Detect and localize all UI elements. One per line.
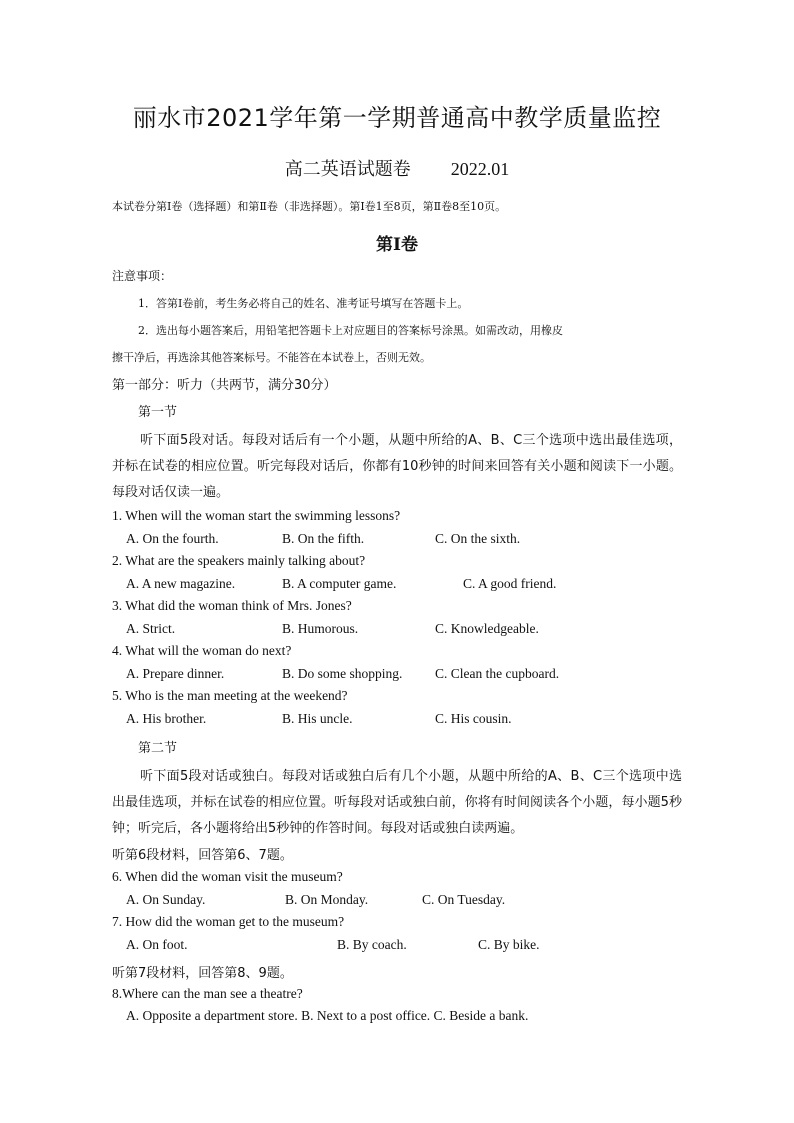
q6-option-a: A. On Sunday.: [126, 892, 206, 907]
volume-heading: 第Ⅰ卷: [376, 235, 418, 255]
part1-heading: 第一部分：听力（共两节，满分30分）: [112, 378, 337, 393]
notes-item-1: 1．答第Ⅰ卷前，考生务必将自己的姓名、准考证号填写在答题卡上。: [138, 297, 469, 310]
q8-options: A. Opposite a department store. B. Next to a post office. C. Beside a bank.: [126, 1008, 529, 1023]
q7-option-b: B. By coach.: [337, 937, 407, 952]
q5-option-b: B. His uncle.: [282, 711, 353, 726]
section2-instruction: 听下面5段对话或独白。每段对话或独白后有几个小题，从题中所给的A、B、C三个选项中选出最佳选项，并标在试卷的相应位置。听每段对话或独白前，你将有时间阅读各个小题，每小题5秒钟；听完后，各小题将给出5秒钟的作答时间。每段对话或独白读两遍。: [112, 769, 682, 836]
q7-option-c: C. By bike.: [478, 937, 540, 952]
exam-title: 丽水市2021学年第一学期普通高中教学质量监控: [132, 104, 662, 132]
q3-option-a: A. Strict.: [126, 621, 176, 636]
question-5: 5. Who is the man meeting at the weekend?: [112, 688, 348, 703]
section2-label: 第二节: [138, 741, 178, 756]
q2-option-b: B. A computer game.: [282, 576, 397, 591]
section1-instruction: 听下面5段对话。每段对话后有一个小题，从题中所给的A、B、C三个选项中选出最佳选项，并标在试卷的相应位置。听完每段对话后，你都有10秒钟的时间来回答有关小题和阅读下一小题。每段对话仅读一遍。: [112, 433, 682, 500]
question-2: 2. What are the speakers mainly talking about?: [112, 553, 366, 568]
question-4: 4. What will the woman do next?: [112, 643, 292, 658]
q7-option-a: A. On foot.: [126, 937, 188, 952]
q1-option-c: C. On the sixth.: [435, 531, 521, 546]
q3-option-b: B. Humorous.: [282, 621, 359, 636]
material-6-note: 听第6段材料，回答第6、7题。: [112, 848, 293, 863]
question-6: 6. When did the woman visit the museum?: [112, 869, 343, 884]
q6-option-c: C. On Tuesday.: [422, 892, 506, 907]
notes-label: 注意事项：: [112, 269, 173, 283]
exam-intro: 本试卷分第Ⅰ卷（选择题）和第Ⅱ卷（非选择题）。第Ⅰ卷1至8页，第Ⅱ卷8至10页。: [112, 200, 507, 213]
question-1: 1. When will the woman start the swimming lessons?: [112, 508, 401, 523]
q1-option-b: B. On the fifth.: [282, 531, 365, 546]
question-3: 3. What did the woman think of Mrs. Jones?: [112, 598, 352, 613]
notes-item-2: 2．选出每小题答案后，用铅笔把答题卡上对应题目的答案标号涂黑。如需改动，用橡皮: [138, 324, 563, 337]
q2-option-c: C. A good friend.: [463, 576, 557, 591]
material-7-note: 听第7段材料，回答第8、9题。: [112, 966, 293, 981]
q4-option-a: A. Prepare dinner.: [126, 666, 225, 681]
q5-option-a: A. His brother.: [126, 711, 207, 726]
q3-option-c: C. Knowledgeable.: [435, 621, 539, 636]
question-8: 8.Where can the man see a theatre?: [112, 986, 303, 1001]
notes-item-2-cont: 擦干净后，再选涂其他答案标号。不能答在本试卷上，否则无效。: [112, 351, 431, 364]
q4-option-b: B. Do some shopping.: [282, 666, 403, 681]
q6-option-b: B. On Monday.: [285, 892, 369, 907]
q5-option-c: C. His cousin.: [435, 711, 512, 726]
q2-option-a: A. A new magazine.: [126, 576, 236, 591]
subtitle-text: 高二英语试题卷: [284, 159, 411, 180]
section1-label: 第一节: [138, 405, 178, 420]
q1-option-a: A. On the fourth.: [126, 531, 219, 546]
exam-date: 2022.01: [450, 159, 510, 179]
question-7: 7. How did the woman get to the museum?: [112, 914, 345, 929]
q4-option-c: C. Clean the cupboard.: [435, 666, 560, 681]
exam-subtitle: [0, 155, 794, 181]
